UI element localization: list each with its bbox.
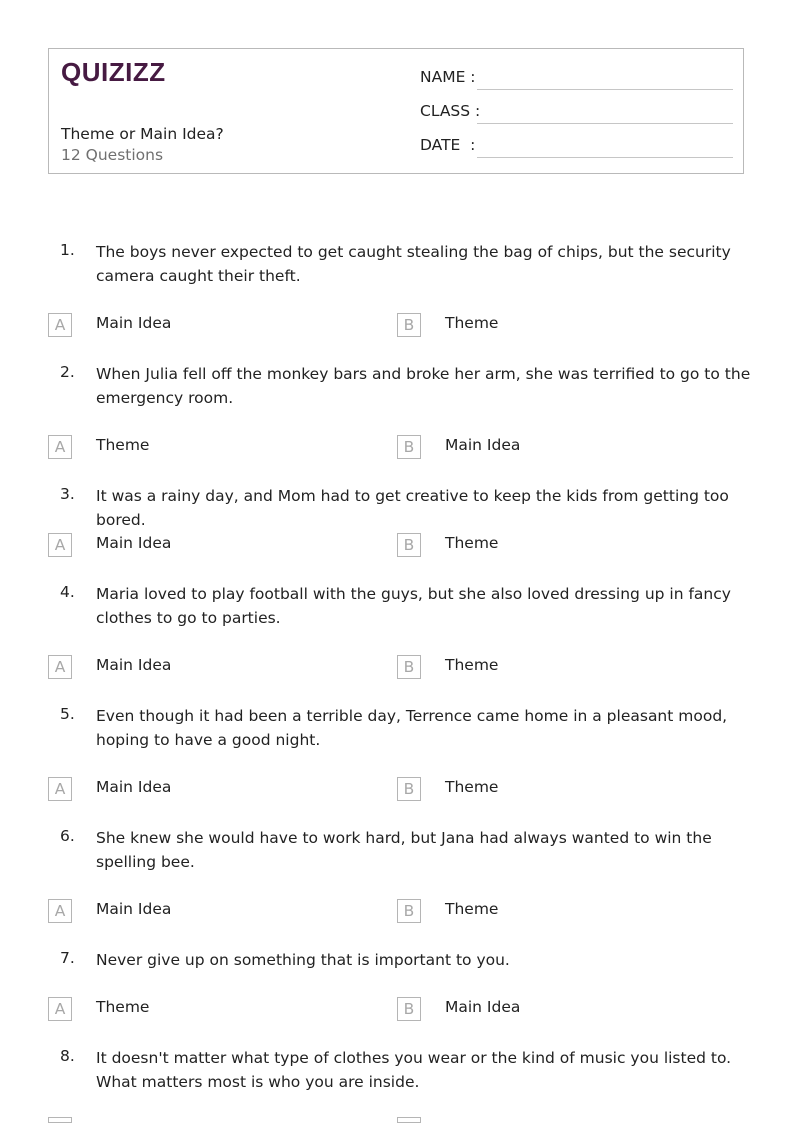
question-number: 5.: [60, 705, 75, 723]
question-text: The boys never expected to get caught stealing the bag of chips, but the security camera caught their theft.: [96, 243, 731, 285]
class-line[interactable]: [477, 123, 733, 124]
question-text: Never give up on something that is important to you.: [96, 951, 510, 969]
option-b-text: Theme: [445, 900, 499, 918]
option-b-text: Main Idea: [445, 998, 521, 1016]
option-a-box[interactable]: A: [48, 533, 72, 557]
question-number: 3.: [60, 485, 75, 503]
option-b-box[interactable]: B: [397, 655, 421, 679]
option-a-text: Main Idea: [96, 534, 172, 552]
option-b-text: Main Idea: [445, 436, 521, 454]
option-a-box[interactable]: A: [48, 435, 72, 459]
option-a-box[interactable]: A: [48, 313, 72, 337]
question-count: 12 Questions: [61, 146, 164, 164]
class-label: CLASS :: [420, 102, 481, 120]
option-b-box[interactable]: B: [397, 899, 421, 923]
date-label: DATE :: [420, 136, 476, 154]
option-a-box[interactable]: A: [48, 997, 72, 1021]
question-text: She knew she would have to work hard, but Jana had always wanted to win the spelling bee.: [96, 829, 712, 871]
option-b-box[interactable]: B: [397, 435, 421, 459]
name-label: NAME :: [420, 68, 476, 86]
option-b-text: Theme: [445, 778, 499, 796]
question-text: It doesn't matter what type of clothes you wear or the kind of music you listed to. What matters most is who you are inside.: [96, 1049, 732, 1091]
option-b-box[interactable]: B: [397, 313, 421, 337]
option-b-box[interactable]: [397, 1117, 421, 1123]
option-b-box[interactable]: B: [397, 777, 421, 801]
option-a-text: Theme: [96, 436, 150, 454]
option-a-text: Theme: [96, 998, 150, 1016]
option-b-text: Theme: [445, 534, 499, 552]
option-a-box[interactable]: A: [48, 777, 72, 801]
question-number: 6.: [60, 827, 75, 845]
option-a-text: Main Idea: [96, 314, 172, 332]
question-number: 8.: [60, 1047, 75, 1065]
date-line[interactable]: [477, 157, 733, 158]
question-number: 7.: [60, 949, 75, 967]
question-number: 2.: [60, 363, 75, 381]
option-a-box[interactable]: A: [48, 899, 72, 923]
question-text: When Julia fell off the monkey bars and broke her arm, she was terrified to go to the emergency room.: [96, 365, 751, 407]
question-text: It was a rainy day, and Mom had to get creative to keep the kids from getting too bored.: [96, 487, 729, 529]
option-a-text: Main Idea: [96, 778, 172, 796]
question-number: 1.: [60, 241, 75, 259]
question-text: Even though it had been a terrible day, Terrence came home in a pleasant mood, hoping to have a good night.: [96, 707, 728, 749]
option-b-box[interactable]: B: [397, 997, 421, 1021]
option-b-text: Theme: [445, 656, 499, 674]
option-a-box[interactable]: A: [48, 655, 72, 679]
option-a-text: Main Idea: [96, 656, 172, 674]
option-a-text: Main Idea: [96, 900, 172, 918]
quizizz-logo: QUIZIZZ: [61, 57, 166, 87]
question-text: Maria loved to play football with the guys, but she also loved dressing up in fancy clothes to go to parties.: [96, 585, 731, 627]
worksheet-title: Theme or Main Idea?: [61, 125, 224, 143]
option-a-box[interactable]: [48, 1117, 72, 1123]
option-b-box[interactable]: B: [397, 533, 421, 557]
question-number: 4.: [60, 583, 75, 601]
option-b-text: Theme: [445, 314, 499, 332]
worksheet-header: [48, 48, 744, 174]
name-line[interactable]: [477, 89, 733, 90]
